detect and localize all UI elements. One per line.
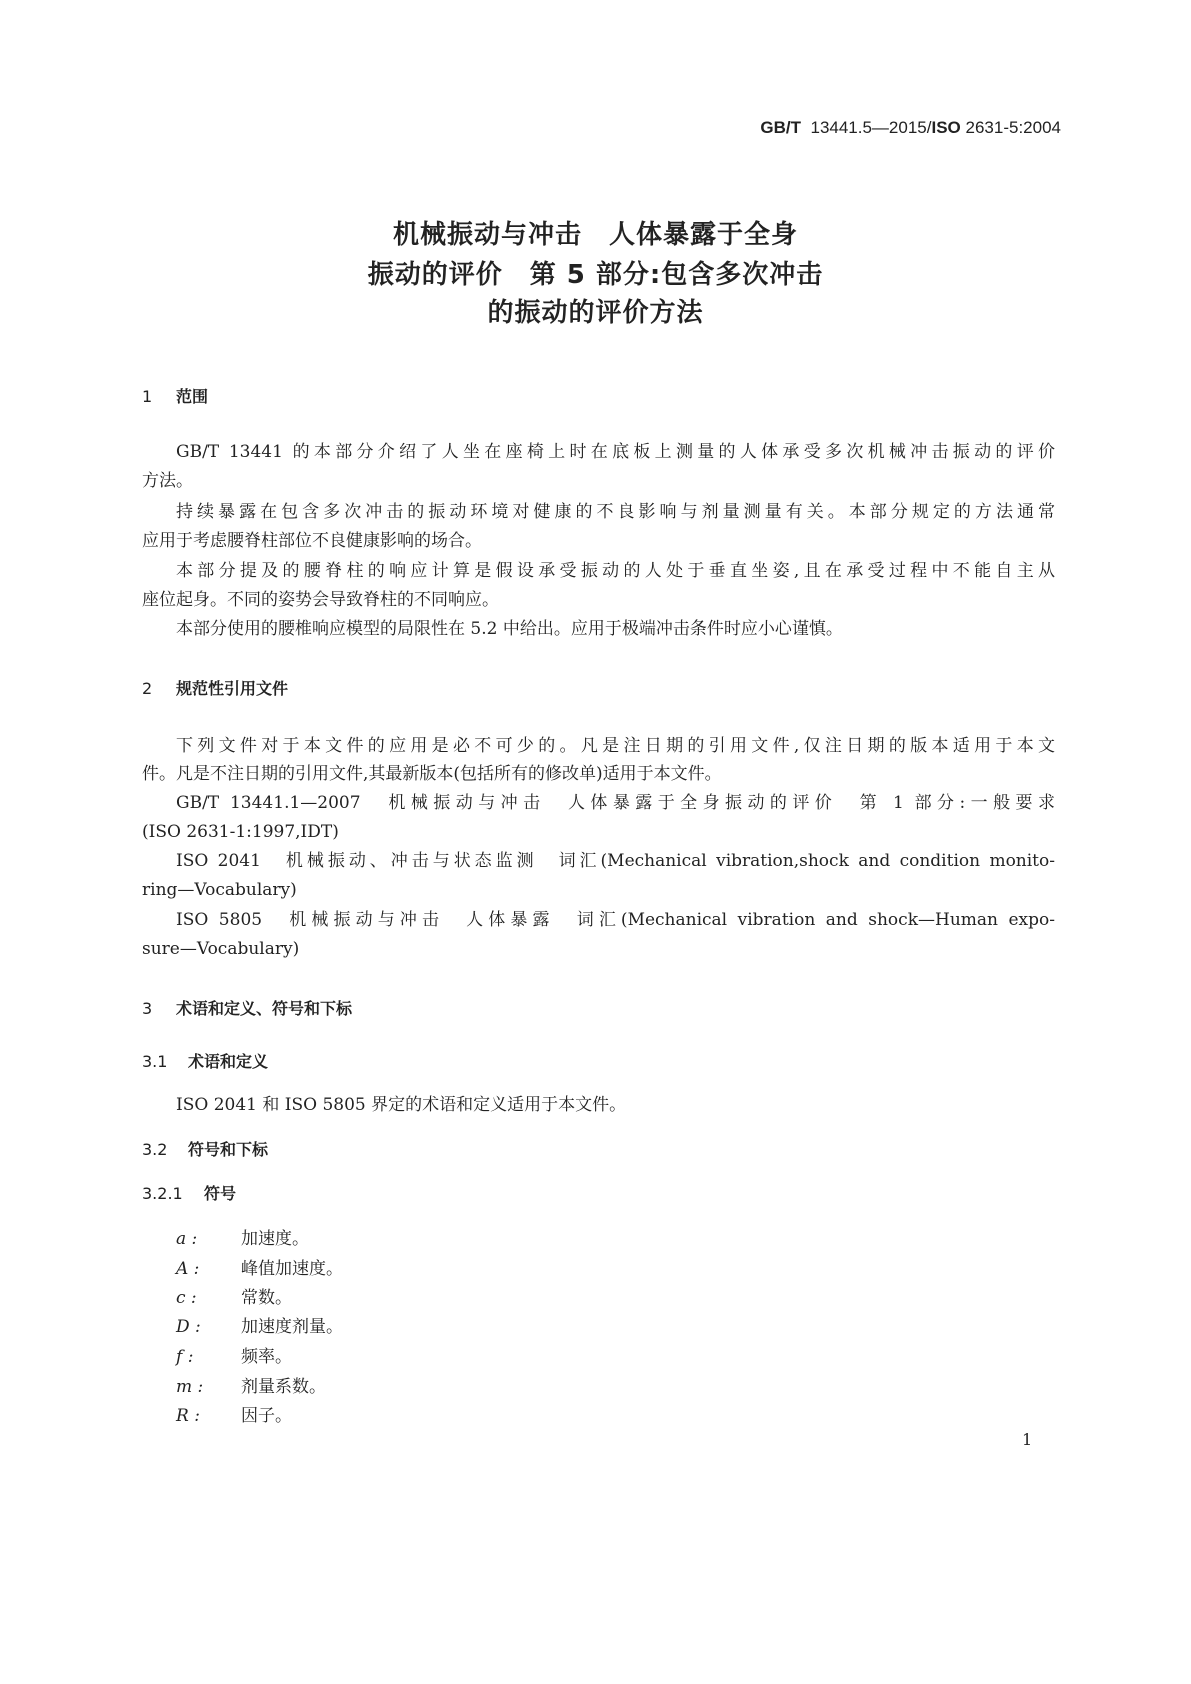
document-title-line-3: 的振动的评价方法 [487,298,704,328]
paragraph-line: 件。凡是不注日期的引用文件,其最新版本(包括所有的修改单)适用于本文件。 [142,764,722,784]
reference-line: ISO 2041 机械振动、冲击与状态监测 词汇(Mechanical vibration,shock and condition monito- [176,851,1055,871]
section-number: 2 [142,679,153,698]
reference-line: ring—Vocabulary) [142,880,297,900]
section-3-2-1-heading [142,1181,236,1204]
section-number: 3 [142,999,153,1018]
section-number: 3.2.1 [142,1184,183,1203]
paragraph-line: 方法。 [142,471,193,491]
paragraph-line: 下列文件对于本文件的应用是必不可少的。凡是注日期的引用文件,仅注日期的版本适用于本文 [176,736,1055,756]
section-number: 1 [142,387,153,406]
header-iso-code: 2631-5:2004 [965,118,1061,137]
symbol: m : [176,1377,204,1397]
symbol-item [176,1342,292,1367]
paragraph-line: ISO 2041 和 ISO 5805 界定的术语和定义适用于本文件。 [176,1095,627,1115]
symbol-item [176,1312,343,1337]
header-code: 13441.5—2015/ [810,118,932,137]
paragraph-line: GB/T 13441 的本部分介绍了人坐在座椅上时在底板上测量的人体承受多次机械冲击振动的评价 [176,442,1055,462]
symbol: D : [176,1317,201,1337]
reference-line: sure—Vocabulary) [142,939,300,959]
paragraph-line: 应用于考虑腰脊柱部位不良健康影响的场合。 [142,531,482,551]
section-title: 符号 [204,1184,237,1203]
section-number: 3.2 [142,1140,168,1159]
header-std: GB/T [760,118,802,137]
section-3-1-heading [142,1049,268,1072]
symbol-item [176,1254,343,1279]
symbol: a : [176,1229,198,1249]
document-title-line-1: 机械振动与冲击 人体暴露于全身 [392,220,798,250]
reference-line: GB/T 13441.1—2007 机械振动与冲击 人体暴露于全身振动的评价 第 1 部分:一般要求 [176,793,1055,813]
section-3-2-heading [142,1137,268,1160]
section-number: 3.1 [142,1052,168,1071]
symbol-definition: 因子。 [241,1406,292,1426]
section-3-heading [142,996,352,1019]
standard-header [760,118,1061,138]
paragraph-line: 持续暴露在包含多次冲击的振动环境对健康的不良影响与剂量测量有关。本部分规定的方法通常 [176,502,1055,522]
symbol-definition: 峰值加速度。 [241,1259,343,1279]
reference-line: ISO 5805 机械振动与冲击 人体暴露 词汇(Mechanical vibration and shock—Human expo- [176,910,1055,930]
symbol: A : [176,1259,200,1279]
section-title: 术语和定义、符号和下标 [176,999,353,1018]
header-iso: ISO [931,118,961,137]
symbol-definition: 常数。 [241,1288,292,1308]
symbol-item [176,1372,326,1397]
reference-line: (ISO 2631-1:1997,IDT) [142,822,339,842]
section-title: 符号和下标 [188,1140,269,1159]
paragraph-line: 本部分使用的腰椎响应模型的局限性在 5.2 中给出。应用于极端冲击条件时应小心谨慎。 [176,619,843,639]
document-title-line-2: 振动的评价 第 5 部分:包含多次冲击 [367,260,824,290]
section-1-heading [142,384,208,407]
section-title: 术语和定义 [188,1052,269,1071]
section-title: 范围 [176,387,209,406]
section-title: 规范性引用文件 [176,679,289,698]
symbol: f : [176,1347,194,1367]
symbol-item [176,1283,292,1308]
paragraph-line: 座位起身。不同的姿势会导致脊柱的不同响应。 [142,590,499,610]
section-2-heading [142,676,288,699]
paragraph-line: 本部分提及的腰脊柱的响应计算是假设承受振动的人处于垂直坐姿,且在承受过程中不能自主从 [176,561,1055,581]
symbol: c : [176,1288,197,1308]
symbol: R : [176,1406,200,1426]
symbol-item [176,1224,309,1249]
symbol-definition: 剂量系数。 [241,1377,326,1397]
symbol-definition: 加速度剂量。 [241,1317,343,1337]
symbol-definition: 加速度。 [241,1229,309,1249]
symbol-item [176,1401,292,1426]
symbol-definition: 频率。 [241,1347,292,1367]
page-number: 1 [1022,1430,1033,1449]
